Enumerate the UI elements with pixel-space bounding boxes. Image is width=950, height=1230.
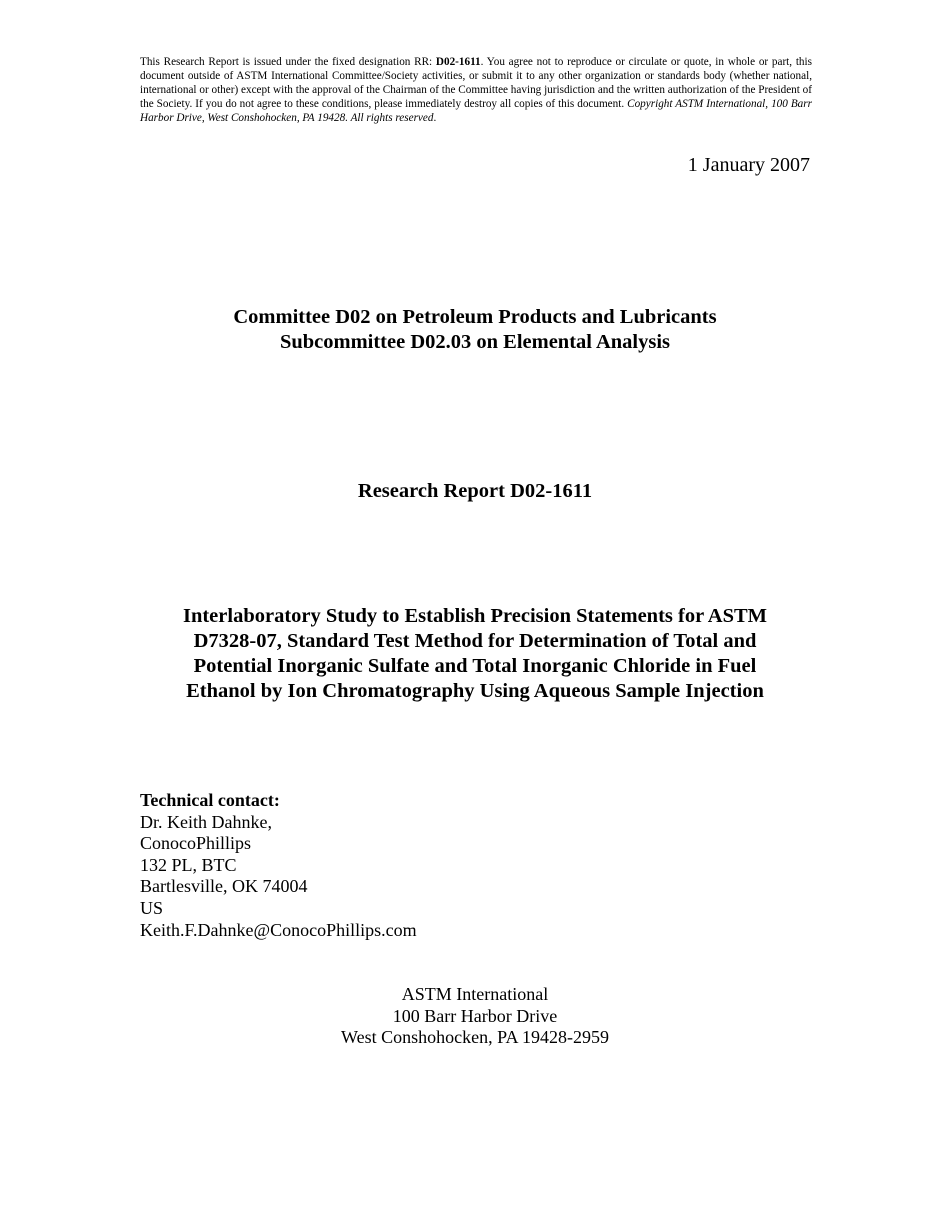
contact-name: Dr. Keith Dahnke, <box>140 811 272 832</box>
copyright-notice <box>140 55 812 125</box>
committee-line: Committee D02 on Petroleum Products and Lubricants <box>233 306 717 328</box>
report-number: Research Report D02-1611 <box>357 480 593 502</box>
contact-heading: Technical contact: <box>140 790 280 810</box>
contact-email: Keith.F.Dahnke@ConocoPhillips.com <box>140 919 417 940</box>
notice-designation: D02-1611 <box>435 56 481 68</box>
notice-copyright: Copyright ASTM International, 100 Barr Harbor Drive, West Conshohocken, PA 19428. All rights reserved <box>140 98 812 125</box>
contact-city: Bartlesville, OK 74004 <box>140 876 308 897</box>
title-line: D7328-07, Standard Test Method for Determination of Total and <box>193 630 757 652</box>
title-line: Potential Inorganic Sulfate and Total Inorganic Chloride in Fuel <box>193 655 757 677</box>
contact-street: 132 PL, BTC <box>140 854 237 875</box>
technical-contact <box>140 790 417 941</box>
address-org: ASTM International <box>401 984 549 1004</box>
address-city: West Conshohocken, PA 19428-2959 <box>341 1027 609 1048</box>
notice-text-2: . You agree not to reproduce or circulate or quote, in whole or part, this document outside of ASTM International Committee/Society activities, or submit it to any other organization or standards body (whether national, international or other) except with the approval of the Chairman of the Committee having jurisdiction and the written authorization of the President of the Society. If you do not agree to these conditions, please immediately destroy all copies of this document. <box>140 56 812 111</box>
astm-address <box>0 984 950 1049</box>
notice-text-1: This Research Report is issued under the fixed designation RR: <box>140 56 436 68</box>
notice-end: . <box>433 112 437 125</box>
report-date: 1 January 2007 <box>687 154 810 176</box>
title-line: Interlaboratory Study to Establish Precision Statements for ASTM <box>182 605 768 627</box>
title-line: Ethanol by Ion Chromatography Using Aqueous Sample Injection <box>186 680 764 702</box>
contact-country: US <box>140 897 164 918</box>
subcommittee-line: Subcommittee D02.03 on Elemental Analysis <box>279 331 671 353</box>
contact-company: ConocoPhillips <box>140 833 252 854</box>
address-street: 100 Barr Harbor Drive <box>392 1005 558 1026</box>
committee-heading <box>0 305 950 355</box>
report-title <box>150 604 800 704</box>
